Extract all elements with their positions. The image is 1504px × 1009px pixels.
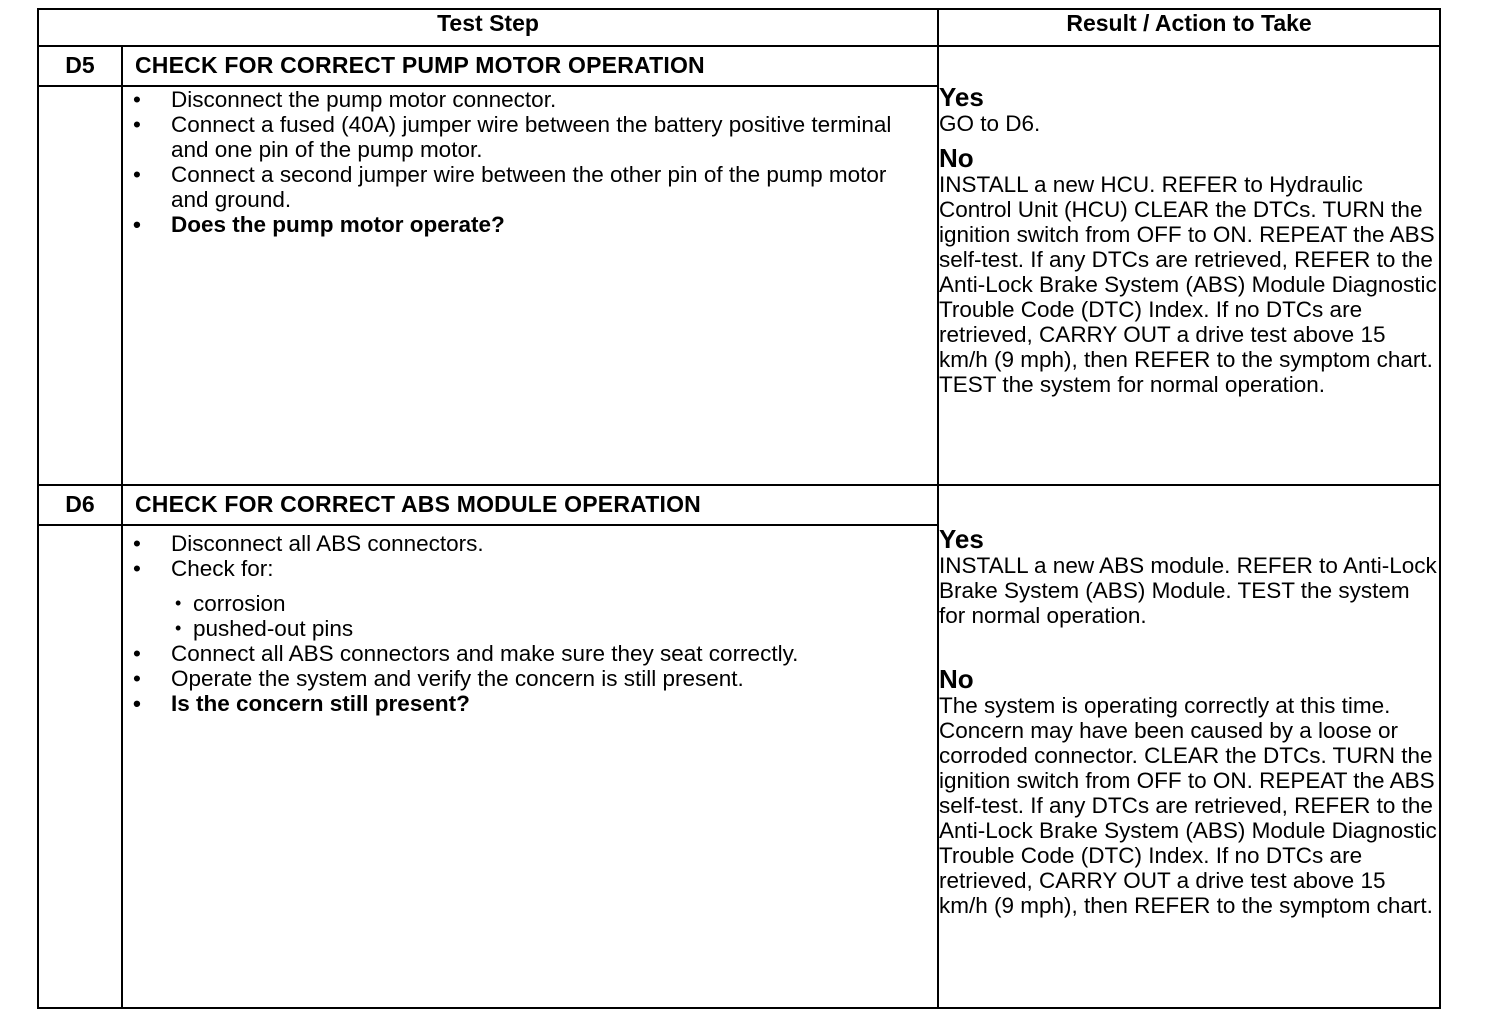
list-item: • Connect a second jumper wire between the other pin of the pump motor and ground. [123, 162, 937, 212]
step-body-d5 [122, 86, 938, 485]
pinpoint-test-table [37, 8, 1441, 1009]
step-d6-title-row [38, 485, 1440, 525]
list-item: • Disconnect the pump motor connector. [123, 87, 937, 112]
step-id-blank-d5 [38, 86, 122, 485]
step-question-d5: • Does the pump motor operate? [123, 212, 937, 237]
no-label-d5: No [939, 143, 974, 173]
step-id-d6: D6 [38, 485, 122, 525]
yes-label-d6: Yes [939, 524, 984, 554]
list-item: • Connect all ABS connectors and make sure they seat correctly. [123, 641, 937, 666]
step-body-d6 [122, 525, 938, 1008]
step-id-blank-d6 [38, 525, 122, 1008]
sub-list-item: • corrosion [123, 591, 937, 616]
sub-list-item: • pushed-out pins [123, 616, 937, 641]
sub-list [123, 581, 937, 641]
yes-text-d6: INSTALL a new ABS module. REFER to Anti-Lock Brake System (ABS) Module. TEST the system for normal operation. [939, 553, 1437, 628]
no-label-d6: No [939, 664, 974, 694]
list-item: • Connect a fused (40A) jumper wire between the battery positive terminal and one pin of the pump motor. [123, 112, 937, 162]
table-header-row [38, 9, 1440, 46]
no-text-d6: The system is operating correctly at this time. Concern may have been caused by a loose or corroded connector. CLEAR the DTCs. TURN the ignition switch from OFF to ON. REPEAT the ABS self-test. If any DTCs are retrieved, REFER to the Anti-Lock Brake System (ABS) Module Diagnostic Trouble Code (DTC) Index. If no DTCs are retrieved, CARRY OUT a drive test above 15 km/h (9 mph), then REFER to the symptom chart. [939, 693, 1437, 918]
result-cell-d6 [938, 485, 1440, 1008]
step-title-d6: CHECK FOR CORRECT ABS MODULE OPERATION [122, 485, 938, 525]
list-item: • Operate the system and verify the concern is still present. [123, 666, 937, 691]
step-id-d5: D5 [38, 46, 122, 86]
no-text-d5: INSTALL a new HCU. REFER to Hydraulic Control Unit (HCU) CLEAR the DTCs. TURN the ignition switch from OFF to ON. REPEAT the ABS self-test. If any DTCs are retrieved, REFER to the Anti-Lock Brake System (ABS) Module Diagnostic Trouble Code (DTC) Index. If no DTCs are retrieved, CARRY OUT a drive test above 15 km/h (9 mph), then REFER to the symptom chart. TEST the system for normal operation. [939, 172, 1437, 397]
header-result-action: Result / Action to Take [938, 9, 1440, 46]
header-test-step: Test Step [38, 9, 938, 46]
list-item: • Check for: [123, 556, 937, 581]
step-question-d6: • Is the concern still present? [123, 691, 937, 716]
step-d5-title-row [38, 46, 1440, 86]
yes-text-d5: GO to D6. [939, 111, 1041, 136]
yes-label-d5: Yes [939, 82, 984, 112]
result-cell-d5 [938, 46, 1440, 485]
list-item: • Disconnect all ABS connectors. [123, 531, 937, 556]
step-title-d5: CHECK FOR CORRECT PUMP MOTOR OPERATION [122, 46, 938, 86]
diagnostic-page [37, 8, 1439, 938]
